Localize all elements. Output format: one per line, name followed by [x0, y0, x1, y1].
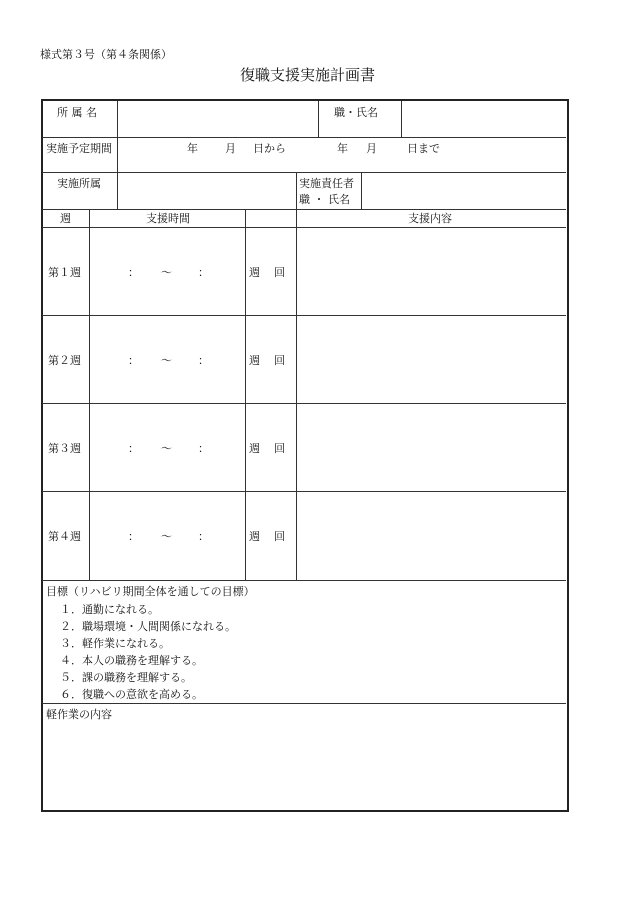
goal-item: １．通勤になれる。	[60, 603, 159, 616]
time-colon: ：	[198, 354, 209, 367]
col-divider	[318, 101, 319, 137]
row-divider	[42, 227, 566, 228]
week-label: 第４週	[48, 530, 81, 543]
row-divider	[42, 172, 566, 173]
per-week-label: 週	[249, 530, 260, 543]
row-divider	[42, 315, 566, 316]
time-tilde: 〜	[161, 442, 172, 455]
per-week-label: 週	[249, 266, 260, 279]
week-label: 第３週	[48, 442, 81, 455]
start-month-label: 月	[225, 142, 236, 155]
time-colon: ：	[198, 266, 209, 279]
row-divider	[42, 703, 566, 704]
form-number: 様式第３号（第４条関係）	[40, 48, 172, 61]
row-divider	[42, 580, 566, 581]
affiliation-label: 所 属 名	[57, 106, 97, 119]
responsible-label-line2: 職 ・ 氏名	[299, 193, 350, 206]
col-divider	[89, 209, 90, 580]
col-divider	[361, 172, 362, 209]
col-divider	[117, 172, 118, 209]
time-tilde: 〜	[161, 354, 172, 367]
times-label: 回	[274, 354, 285, 367]
location-label: 実施所属	[57, 177, 101, 190]
goal-item: ２．職場環境・人間関係になれる。	[60, 620, 236, 633]
start-day-label: 日から	[253, 142, 286, 155]
period-label: 実施予定期間	[46, 142, 112, 155]
goal-item: ６．復職への意欲を高める。	[60, 688, 203, 701]
support-time-header: 支援時間	[146, 212, 190, 225]
responsible-label-line1: 実施責任者	[299, 177, 354, 190]
end-month-label: 月	[366, 142, 377, 155]
time-colon: ：	[198, 442, 209, 455]
col-divider	[296, 172, 297, 209]
per-week-label: 週	[249, 354, 260, 367]
end-year-label: 年	[337, 142, 348, 155]
time-colon: ：	[198, 530, 209, 543]
time-tilde: 〜	[161, 266, 172, 279]
position-name-label: 職・氏名	[334, 106, 378, 119]
per-week-label: 週	[249, 442, 260, 455]
week-column-header: 週	[60, 212, 71, 225]
time-colon: ：	[128, 354, 139, 367]
time-tilde: 〜	[161, 530, 172, 543]
times-label: 回	[274, 442, 285, 455]
start-year-label: 年	[187, 142, 198, 155]
col-divider	[117, 137, 118, 172]
goals-heading: 目標（リハビリ期間全体を通しての目標）	[46, 585, 255, 598]
col-divider	[401, 101, 402, 137]
times-label: 回	[274, 266, 285, 279]
light-work-heading: 軽作業の内容	[46, 708, 112, 721]
week-label: 第１週	[48, 266, 81, 279]
times-label: 回	[274, 530, 285, 543]
row-divider	[42, 491, 566, 492]
col-divider	[117, 101, 118, 137]
time-colon: ：	[128, 530, 139, 543]
time-colon: ：	[128, 266, 139, 279]
support-content-header: 支援内容	[408, 212, 452, 225]
goal-item: ５．課の職務を理解する。	[60, 671, 192, 684]
col-divider	[296, 209, 297, 580]
week-label: 第２週	[48, 354, 81, 367]
goal-item: ４．本人の職務を理解する。	[60, 654, 203, 667]
page-title: 復職支援実施計画書	[240, 66, 376, 84]
goal-item: ３．軽作業になれる。	[60, 637, 170, 650]
row-divider	[42, 403, 566, 404]
end-day-label: 日まで	[407, 142, 440, 155]
row-divider	[42, 137, 566, 138]
row-divider	[42, 209, 566, 210]
col-divider	[245, 209, 246, 580]
time-colon: ：	[128, 442, 139, 455]
